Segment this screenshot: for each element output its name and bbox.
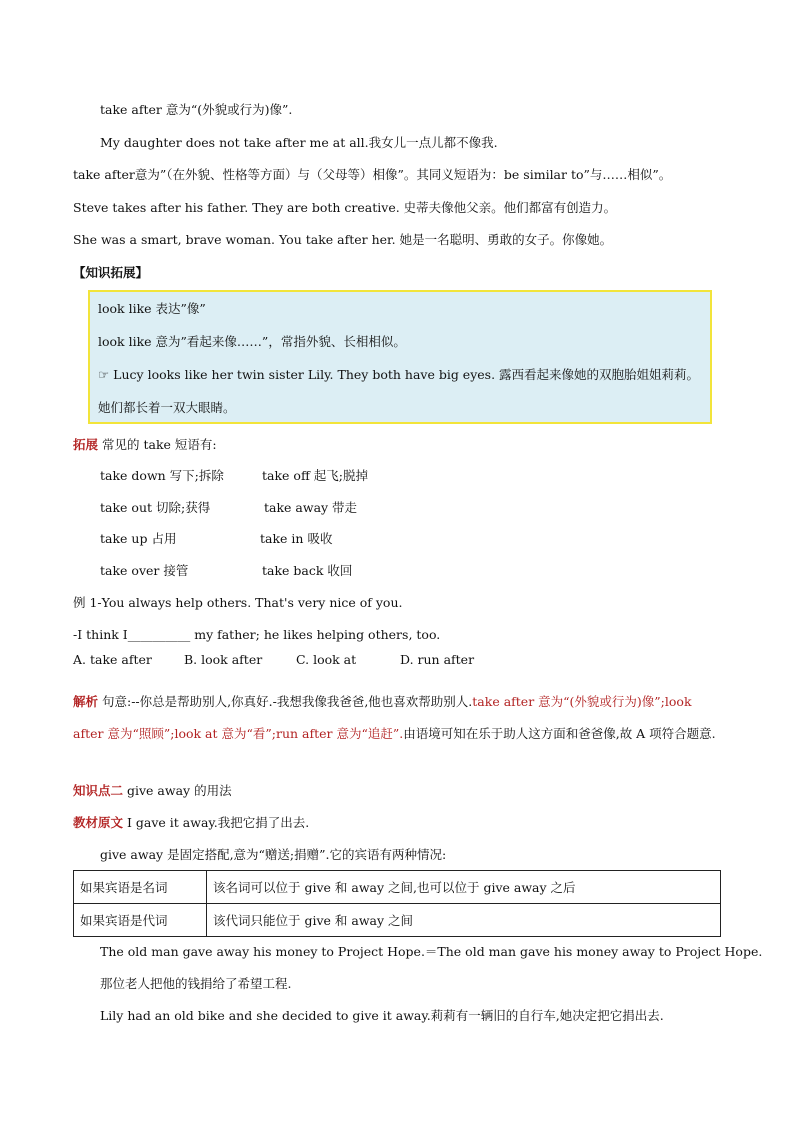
example-question-2: -I think I__________ my father; he likes helping others, too.: [73, 627, 441, 642]
analysis-paragraph: [73, 686, 723, 750]
analysis-label: 解析: [73, 694, 99, 709]
object-rules-table: [73, 870, 721, 937]
box-line-2: look like 意为”看起来像……”，常指外貌、长相相似。: [98, 334, 406, 349]
table-cell: 该代词只能位于 give 和 away 之间: [207, 904, 721, 937]
box-line-3: ☞ Lucy looks like her twin sister Lily. They both have big eyes. 露西看起来像她的双胞胎姐姐莉莉。她们都长着一双大眼睛。: [98, 367, 700, 415]
intro-line-3: take after意为”（在外貌、性格等方面）与（父母等）相像”。其同义短语为：be similar to”与……相似”。: [73, 167, 672, 182]
give-away-description: give away 是固定搭配,意为“赠送;捐赠”.它的宾语有两种情况:: [100, 847, 447, 862]
example-question-1: 例 1-You always help others. That's very nice of you.: [73, 595, 403, 610]
phrases-intro: 常见的 take 短语有:: [102, 437, 217, 452]
intro-line-1: take after 意为“(外貌或行为)像”.: [100, 102, 293, 117]
analysis-text-3: 由语境可知在乐于助人这方面和爸爸像,故 A 项符合题意.: [403, 726, 716, 741]
table-row: [74, 871, 721, 904]
phrases-label: 拓展: [73, 437, 99, 452]
point2-title: give away 的用法: [127, 783, 232, 798]
intro-line-4: Steve takes after his father. They are both creative. 史蒂夫像他父亲。他们都富有创造力。: [73, 200, 617, 215]
table-cell: 如果宾语是代词: [74, 904, 207, 937]
source-label: 教材原文: [73, 815, 124, 830]
phrase-row-3-a: take up 占用: [100, 531, 177, 546]
analysis-text-2: take after 意为“(外貌或行为)像”;look after 意为“照顾”;look at 意为“看”;run after 意为“追赶”.: [73, 694, 692, 741]
option-b: B. look after: [184, 652, 263, 667]
option-a: A. take after: [73, 652, 152, 667]
phrase-row-4-b: take back 收回: [262, 563, 353, 578]
phrases-intro-line: [73, 436, 217, 454]
example-sentence-1: The old man gave away his money to Project Hope.＝The old man gave his money away to Project Hope.: [100, 944, 763, 959]
point2-heading: [73, 782, 232, 800]
table-cell: 如果宾语是名词: [74, 871, 207, 904]
phrase-row-3-b: take in 吸收: [260, 531, 333, 546]
extension-heading: 【知识拓展】: [73, 265, 149, 280]
phrase-row-1-a: take down 写下;拆除: [100, 468, 224, 483]
point2-label: 知识点二: [73, 783, 124, 798]
phrase-row-4-a: take over 接管: [100, 563, 189, 578]
box-line-1: look like 表达”像”: [98, 301, 206, 316]
intro-line-2: My daughter does not take after me at all.我女儿一点儿都不像我.: [100, 135, 498, 150]
phrase-row-2-b: take away 带走: [264, 500, 358, 515]
option-c: C. look at: [296, 652, 357, 667]
table-row: [74, 904, 721, 937]
source-text: I gave it away.我把它捐了出去.: [127, 815, 310, 830]
phrase-row-2-a: take out 切除;获得: [100, 500, 211, 515]
intro-line-5: She was a smart, brave woman. You take after her. 她是一名聪明、勇敢的女子。你像她。: [73, 232, 613, 247]
knowledge-box: [88, 290, 712, 424]
option-d: D. run after: [400, 652, 475, 667]
example-sentence-2: Lily had an old bike and she decided to give it away.莉莉有一辆旧的自行车,她决定把它捐出去.: [100, 1008, 664, 1023]
table-cell: 该名词可以位于 give 和 away 之间,也可以位于 give away 之后: [207, 871, 721, 904]
source-line: [73, 814, 309, 832]
analysis-text-1: 句意:--你总是帮助别人,你真好.-我想我像我爸爸,他也喜欢帮助别人.: [102, 694, 473, 709]
phrase-row-1-b: take off 起飞;脱掉: [262, 468, 369, 483]
example-sentence-1-cn: 那位老人把他的钱捐给了希望工程.: [100, 976, 292, 991]
